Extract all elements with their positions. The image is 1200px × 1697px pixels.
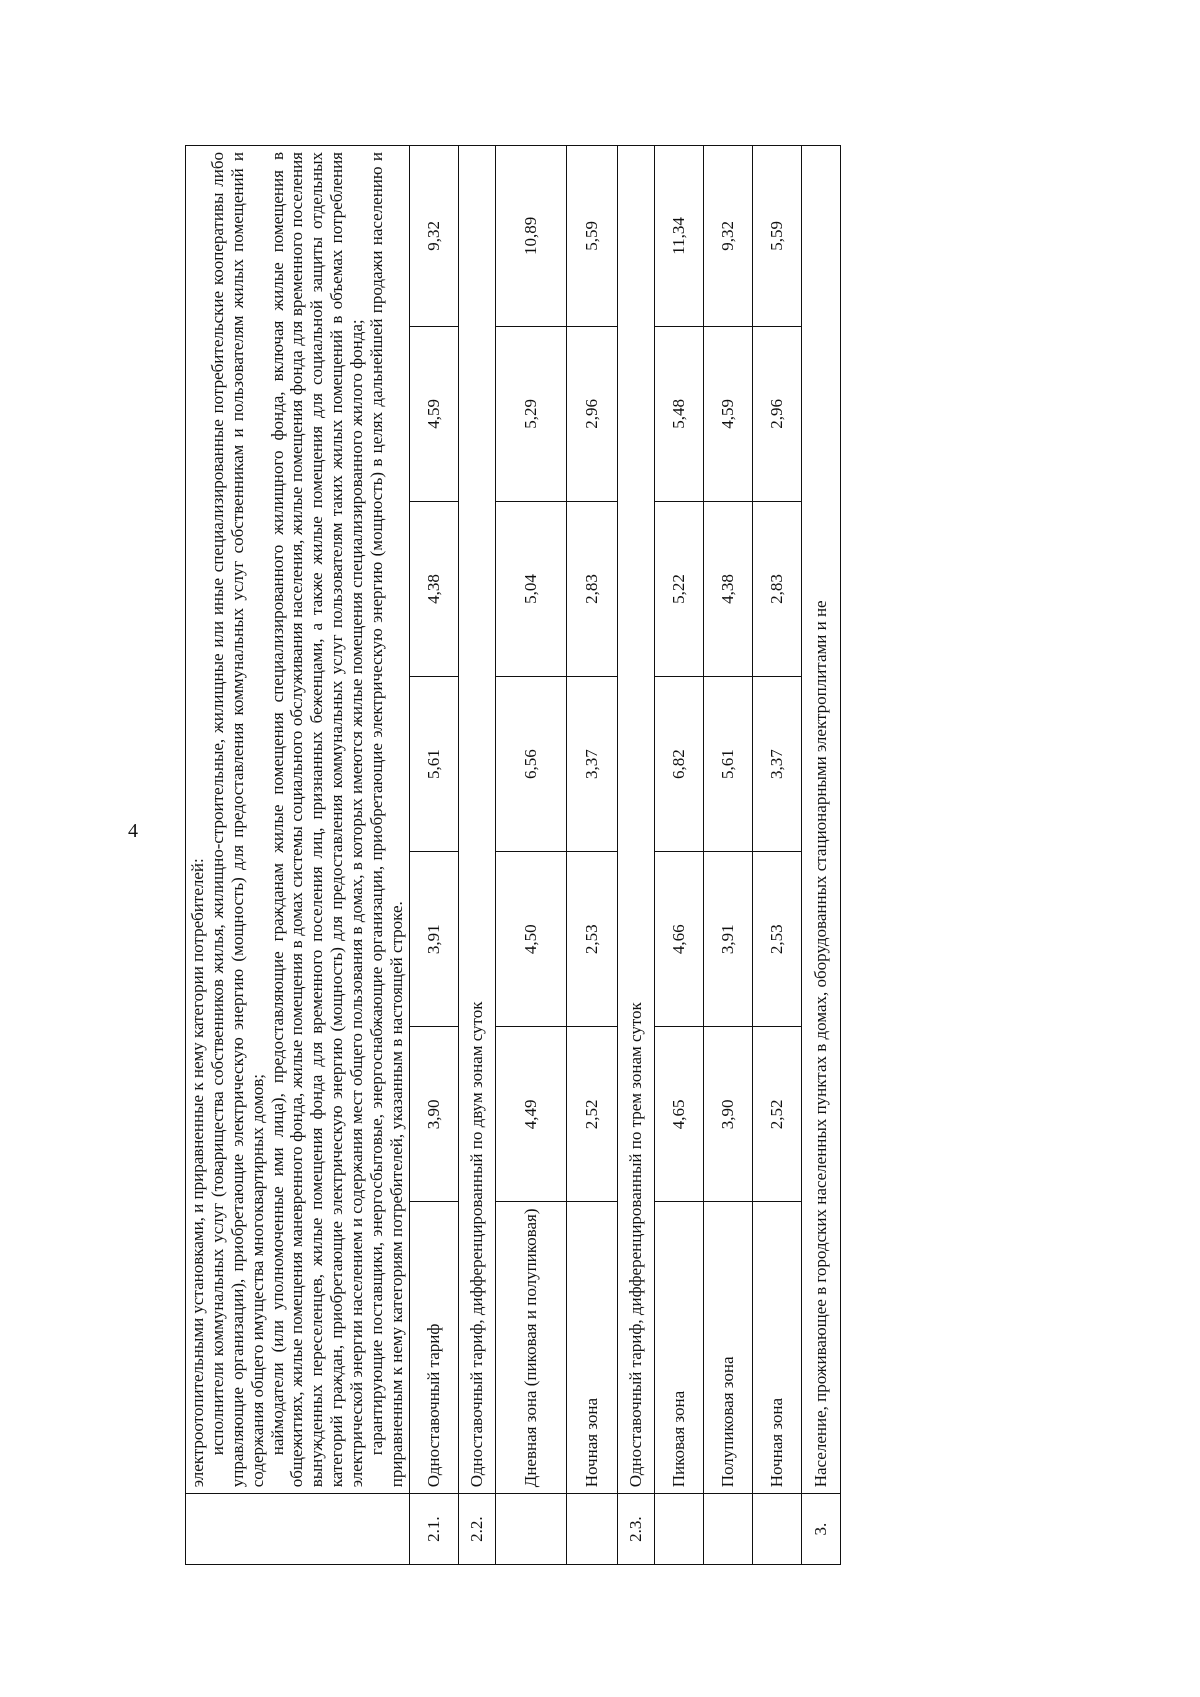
row-name: Ночная зона — [566, 1202, 617, 1494]
value-cell: 9,32 — [409, 146, 458, 327]
value-cell: 11,34 — [654, 146, 703, 327]
table-row — [752, 146, 801, 1565]
value-cell: 5,61 — [409, 677, 458, 852]
value-cell: 4,50 — [495, 852, 566, 1027]
intro-line0: электроотопительными установками, и приравненные к нему категории потребителей: — [188, 858, 207, 1488]
value-cell: 3,90 — [703, 1027, 752, 1202]
value-cell: 5,61 — [703, 677, 752, 852]
value-cell: 4,49 — [495, 1027, 566, 1202]
value-cell: 10,89 — [495, 146, 566, 327]
row-number — [752, 1494, 801, 1565]
row-number: 3. — [801, 1494, 840, 1565]
value-cell: 2,52 — [752, 1027, 801, 1202]
tariff-table — [185, 145, 841, 1565]
intro-num-cell — [186, 1494, 410, 1565]
value-cell: 3,37 — [566, 677, 617, 852]
value-cell: 2,83 — [752, 501, 801, 676]
value-cell: 2,53 — [566, 852, 617, 1027]
rotated-document — [185, 145, 1025, 1565]
value-cell: 2,52 — [566, 1027, 617, 1202]
row-number — [654, 1494, 703, 1565]
value-cell: 5,59 — [752, 146, 801, 327]
row-text: Население, проживающее в городских населенных пунктах в домах, оборудованных стационарными электроплитами и не — [801, 146, 840, 1494]
value-cell: 5,59 — [566, 146, 617, 327]
value-cell: 4,59 — [409, 326, 458, 501]
row-name: Полупиковая зона — [703, 1202, 752, 1494]
value-cell: 3,91 — [409, 852, 458, 1027]
value-cell: 5,22 — [654, 501, 703, 676]
value-cell: 4,38 — [703, 501, 752, 676]
value-cell: 5,04 — [495, 501, 566, 676]
table-row — [566, 146, 617, 1565]
table-row — [617, 146, 654, 1565]
row-number: 2.1. — [409, 1494, 458, 1565]
row-number — [495, 1494, 566, 1565]
intro-text-cell — [186, 146, 410, 1494]
page-number: 4 — [128, 820, 138, 842]
table-row — [409, 146, 458, 1565]
table-row — [654, 146, 703, 1565]
value-cell: 4,65 — [654, 1027, 703, 1202]
intro-paragraph-3: гарантирующие поставщики, энергосбытовые, энергоснабжающие организации, приобретающие электрическую энергию (мощность) в целях дальнейшей продажи населению и приравненным к нему категориям потребителей, указанным в настоящей строке. — [366, 152, 406, 1488]
row-number: 2.2. — [458, 1494, 495, 1565]
intro-paragraph-2: наймодатели (или уполномоченные ими лица), предоставляющие гражданам жилые помещения специализированного жилищного фонда, включая жилые помещения в общежитиях, жилые помещения маневренного фонда, жилые помещения в домах системы социального обслуживания населения, жилые помещения фонда для временного поселения вынужденных переселенцев, жилые помещения фонда для временного поселения лиц, признанных беженцами, а также жилые помещения для социальной защиты отдельных категорий граждан, приобретающие электрическую энергию (мощность) для предоставления коммунальных услуг пользователям таких жилых помещений в объемах потребления электрической энергии населением и содержания мест общего пользования в домах, в которых имеются жилые помещения специализированного жилого фонда; — [267, 152, 366, 1488]
intro-row — [186, 146, 410, 1565]
row-name: Ночная зона — [752, 1202, 801, 1494]
row-number — [566, 1494, 617, 1565]
value-cell: 4,38 — [409, 501, 458, 676]
table-row — [801, 146, 840, 1565]
value-cell: 4,59 — [703, 326, 752, 501]
row-name: Дневная зона (пиковая и полупиковая) — [495, 1202, 566, 1494]
table-row — [703, 146, 752, 1565]
section-header: Одноставочный тариф, дифференцированный по трем зонам суток — [617, 146, 654, 1494]
value-cell: 2,96 — [566, 326, 617, 501]
value-cell: 3,90 — [409, 1027, 458, 1202]
value-cell: 4,66 — [654, 852, 703, 1027]
row-name: Одноставочный тариф — [409, 1202, 458, 1494]
value-cell: 6,82 — [654, 677, 703, 852]
row-number: 2.3. — [617, 1494, 654, 1565]
intro-paragraph-1: исполнители коммунальных услуг (товарищества собственников жилья, жилищно-строительные, жилищные или иные специализированные потребительские кооперативы либо управляющие организации), приобретающие электрическую энергию (мощность) для предоставления коммунальных услуг собственникам и пользователям жилых помещений и содержания общего имущества многоквартирных домов; — [207, 152, 267, 1488]
table-row — [495, 146, 566, 1565]
row-name: Пиковая зона — [654, 1202, 703, 1494]
section-header: Одноставочный тариф, дифференцированный по двум зонам суток — [458, 146, 495, 1494]
value-cell: 2,53 — [752, 852, 801, 1027]
row-number — [703, 1494, 752, 1565]
value-cell: 9,32 — [703, 146, 752, 327]
value-cell: 6,56 — [495, 677, 566, 852]
value-cell: 2,83 — [566, 501, 617, 676]
value-cell: 2,96 — [752, 326, 801, 501]
value-cell: 3,91 — [703, 852, 752, 1027]
value-cell: 3,37 — [752, 677, 801, 852]
value-cell: 5,48 — [654, 326, 703, 501]
value-cell: 5,29 — [495, 326, 566, 501]
table-row — [458, 146, 495, 1565]
